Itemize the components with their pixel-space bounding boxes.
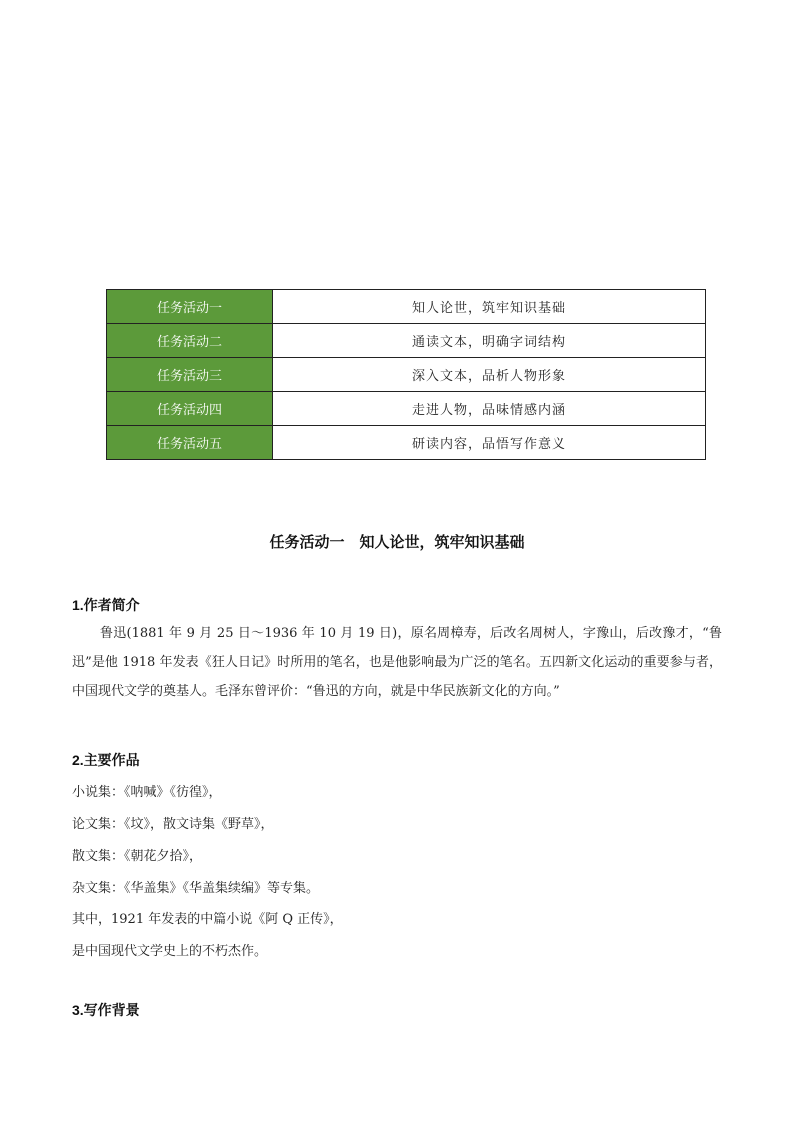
task-activity-table bbox=[106, 289, 706, 460]
task-name-cell: 任务活动一 bbox=[107, 290, 273, 324]
task-desc-cell: 深入文本，品析人物形象 bbox=[273, 358, 706, 392]
task-desc-cell: 研读内容，品悟写作意义 bbox=[273, 426, 706, 460]
table-row bbox=[107, 426, 706, 460]
table-row bbox=[107, 392, 706, 426]
task-name-cell: 任务活动三 bbox=[107, 358, 273, 392]
writing-background-heading: 3.写作背景 bbox=[72, 1002, 140, 1018]
table-row bbox=[107, 290, 706, 324]
table-row bbox=[107, 324, 706, 358]
task-name-cell: 任务活动四 bbox=[107, 392, 273, 426]
task-name-cell: 任务活动五 bbox=[107, 426, 273, 460]
task-name-cell: 任务活动二 bbox=[107, 324, 273, 358]
table-row bbox=[107, 358, 706, 392]
task-desc-cell: 走进人物，品味情感内涵 bbox=[273, 392, 706, 426]
works-line: 其中，1921 年发表的中篇小说《阿 Q 正传》， bbox=[72, 912, 343, 927]
works-line: 论文集：《坟》，散文诗集《野草》， bbox=[72, 817, 274, 832]
section-title: 任务活动一 知人论世，筑牢知识基础 bbox=[269, 534, 525, 551]
task-desc-cell: 通读文本，明确字词结构 bbox=[273, 324, 706, 358]
works-line: 是中国现代文学史上的不朽杰作。 bbox=[72, 944, 268, 959]
main-works-heading: 2.主要作品 bbox=[72, 752, 140, 768]
works-line: 小说集：《呐喊》《彷徨》， bbox=[72, 785, 222, 800]
works-line: 杂文集：《华盖集》《华盖集续编》等专集。 bbox=[72, 881, 320, 896]
author-intro-heading: 1.作者简介 bbox=[72, 597, 140, 613]
author-intro-paragraph: 鲁迅(1881 年 9 月 25 日～1936 年 10 月 19 日)，原名周樟寿，后改名周树人，字豫山，后改豫才，“鲁迅”是他 1918 年发表《狂人日记》时所用的笔名，也是他影响最为广泛的笔名。五四新文化运动的重要参与者，中国现代文学的奠基人。毛泽东曾评价：“鲁迅的方向，就是中华民族新文化的方向。” bbox=[72, 626, 722, 699]
works-line: 散文集：《朝花夕拾》， bbox=[72, 849, 203, 864]
task-desc-cell: 知人论世，筑牢知识基础 bbox=[273, 290, 706, 324]
